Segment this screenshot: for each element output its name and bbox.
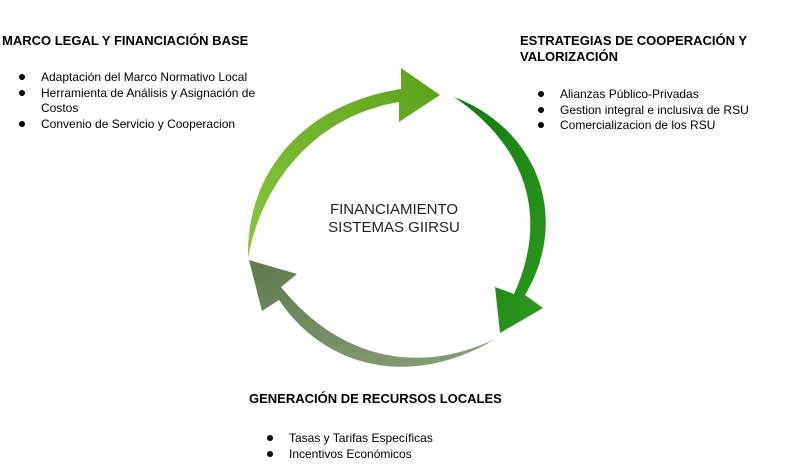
list-item — [19, 86, 274, 117]
cycle-arrow-bottom — [249, 260, 495, 367]
list-item-text: Adaptación del Marco Normativo Local — [41, 70, 248, 84]
list-item — [538, 87, 778, 103]
list-item-text: Gestion integral e inclusiva de RSU — [560, 102, 749, 117]
estrategias-list — [538, 87, 778, 134]
bullet-icon — [538, 107, 544, 113]
generacion-recursos-block — [249, 391, 569, 462]
center-label-line2: SISTEMAS GIIRSU — [328, 219, 460, 236]
list-item-text: Herramienta de Análisis y Asignación de Costos — [41, 85, 256, 115]
list-item-text: Tasas y Tarifas Específicas — [289, 431, 433, 445]
list-item — [267, 447, 507, 463]
generacion-recursos-list — [267, 431, 507, 462]
bullet-icon — [19, 121, 25, 127]
list-item — [538, 118, 778, 134]
list-item — [19, 117, 274, 133]
estrategias-block — [520, 33, 782, 134]
list-item-text: Comercializacion de los RSU — [560, 118, 716, 132]
marco-legal-title: MARCO LEGAL Y FINANCIACIÓN BASE — [2, 33, 249, 48]
bullet-icon — [538, 122, 544, 128]
list-item — [267, 431, 507, 447]
center-label — [300, 201, 488, 237]
list-item — [19, 70, 274, 86]
estrategias-title: ESTRATEGIAS DE COOPERACIÓN Y VALORIZACIÓN — [520, 33, 747, 64]
list-item-text: Convenio de Servicio y Cooperacion — [41, 116, 236, 131]
generacion-recursos-title: GENERACIÓN DE RECURSOS LOCALES — [249, 391, 502, 406]
center-label-line1: FINANCIAMIENTO — [329, 201, 459, 218]
marco-legal-list — [19, 70, 274, 132]
bullet-icon — [19, 74, 25, 80]
list-item — [538, 103, 778, 119]
bullet-icon — [267, 435, 273, 441]
bullet-icon — [19, 90, 25, 96]
list-item-text: Alianzas Público-Privadas — [560, 87, 699, 101]
bullet-icon — [538, 91, 544, 97]
list-item-text: Incentivos Económicos — [289, 446, 412, 461]
marco-legal-block — [2, 33, 302, 132]
bullet-icon — [267, 451, 273, 457]
